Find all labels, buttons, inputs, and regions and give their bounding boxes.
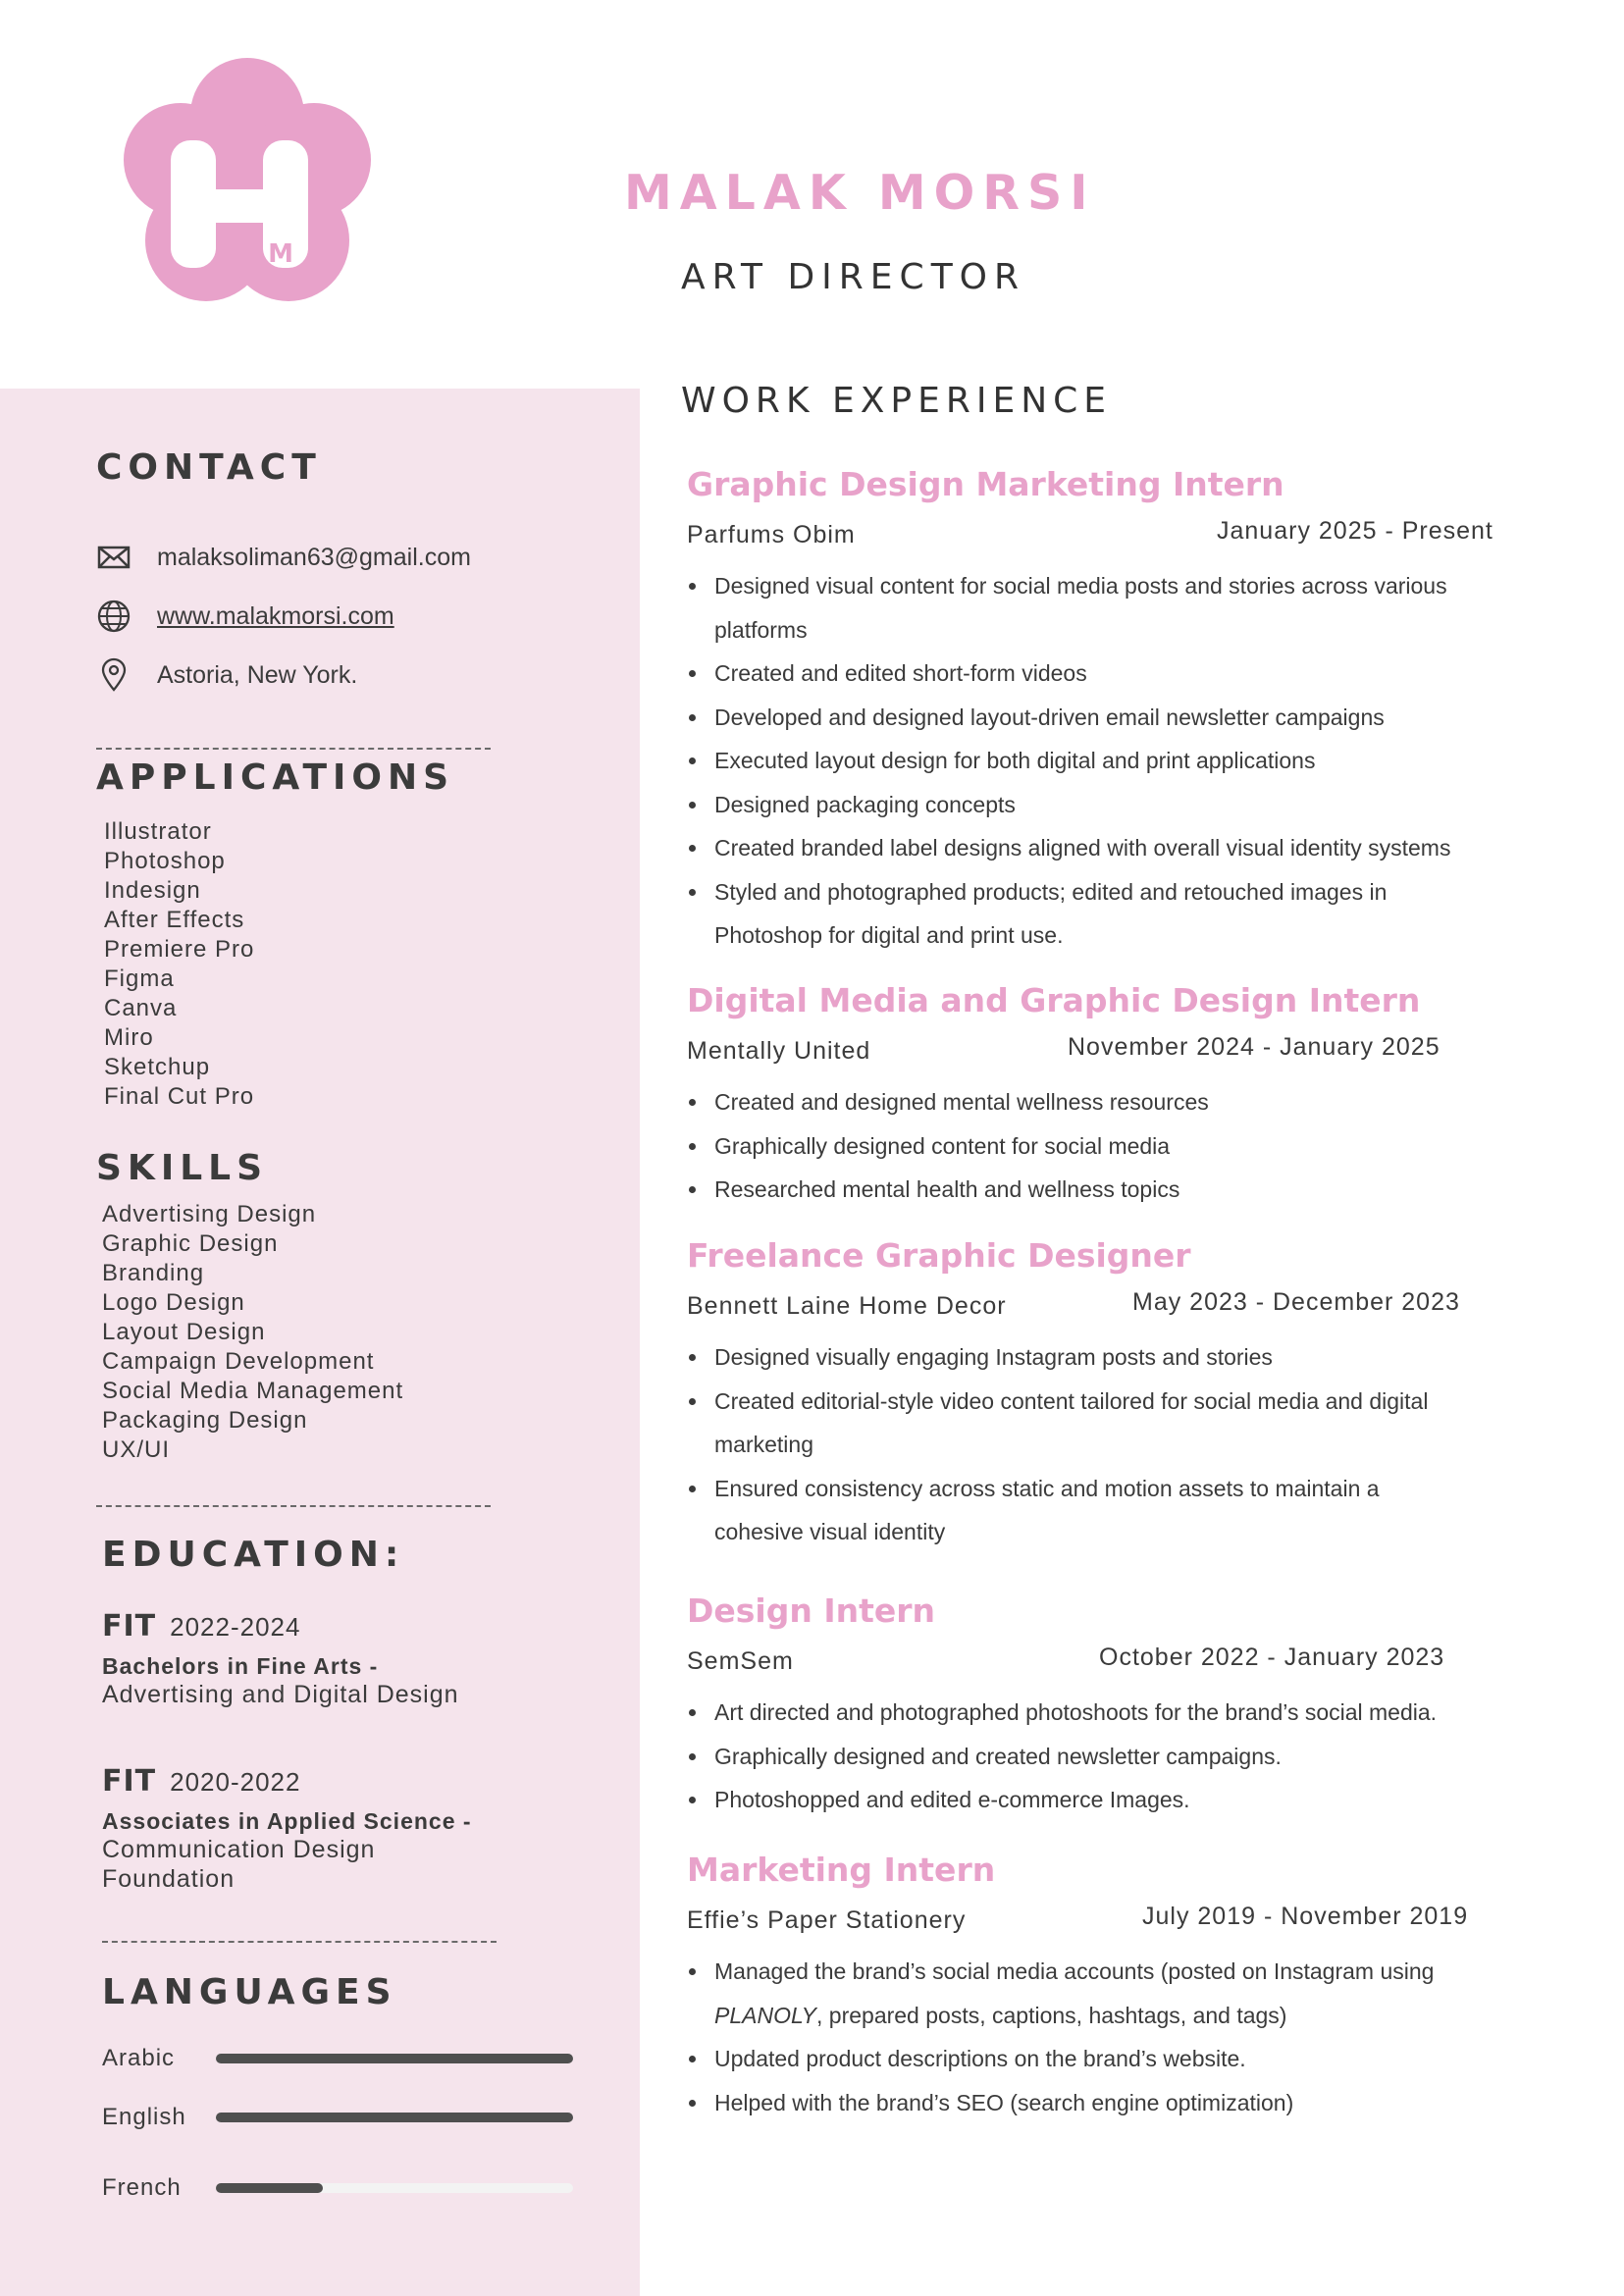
list-item: Designed packaging concepts [687,783,1570,827]
job-title: Digital Media and Graphic Design Intern [687,981,1421,1019]
list-item: Branding [102,1260,205,1286]
job-entry [687,1592,1570,1822]
list-item: Graphically designed content for social media [687,1124,1570,1169]
language-row [102,2174,573,2202]
degree: Bachelors in Fine Arts - [102,1653,379,1679]
list-item: Updated product descriptions on the brand’s website. [687,2037,1570,2081]
job-entry [687,981,1570,1212]
job-entry [687,1851,1570,2124]
job-dates: May 2023 - December 2023 [1132,1288,1460,1316]
job-dates: November 2024 - January 2025 [1068,1033,1441,1061]
language-level-bar [216,2183,323,2193]
language-name: Arabic [102,2045,176,2071]
job-dates: January 2025 - Present [1217,517,1493,545]
list-item: Managed the brand’s social media accounts (posted on Instagram using PLANOLY, prepared posts, captions, hashtags, and tags) [687,1950,1570,2037]
globe-icon [96,599,131,634]
job-title: Graphic Design Marketing Intern [687,465,1284,503]
list-item: Logo Design [102,1289,245,1316]
mail-icon [96,540,131,575]
applications-list [104,817,254,1112]
list-item: Premiere Pro [104,936,255,963]
list-item: Sketchup [104,1054,211,1080]
list-item: Graphically designed and created newsletter campaigns. [687,1735,1570,1779]
divider [96,1505,491,1507]
education-entry [102,1764,472,1894]
contact-heading: CONTACT [96,447,322,488]
company-name: SemSem [687,1647,794,1675]
list-item: Photoshopped and edited e-commerce Images. [687,1778,1570,1822]
language-name: English [102,2104,186,2130]
list-item: Created and designed mental wellness resources [687,1080,1570,1124]
website-link[interactable]: www.malakmorsi.com [157,601,394,630]
list-item: Created editorial-style video content tailored for social media and digital marketing [687,1380,1570,1467]
list-item: Figma [104,965,175,992]
contact-email[interactable] [96,540,471,575]
language-level-track [216,2054,573,2063]
location-text: Astoria, New York. [157,660,358,689]
list-item: Helped with the brand’s SEO (search engine optimization) [687,2081,1570,2125]
job-entry [687,465,1570,958]
contact-website[interactable] [96,599,394,634]
skills-heading: SKILLS [96,1148,269,1188]
list-item: Styled and photographed products; edited and retouched images in Photoshop for digital and print use. [687,870,1570,958]
job-title: Freelance Graphic Designer [687,1236,1191,1275]
list-item: UX/UI [102,1436,171,1463]
candidate-name: MALAK MORSI [624,165,1096,221]
job-title: Design Intern [687,1592,936,1630]
major-line: Advertising and Digital Design [102,1681,459,1708]
list-item: Layout Design [102,1319,266,1345]
logo-monogram-small: M [268,239,293,269]
work-experience-heading: WORK EXPERIENCE [681,381,1113,421]
job-entry [687,1236,1570,1554]
contact-location [96,657,357,693]
education-heading: EDUCATION: [102,1535,405,1575]
divider [96,748,491,750]
list-item: Photoshop [104,848,226,874]
list-item: Created branded label designs aligned with overall visual identity systems [687,826,1570,870]
company-name: Effie’s Paper Stationery [687,1906,967,1934]
job-title: ART DIRECTOR [681,257,1026,297]
divider [102,1941,497,1943]
major-line: Communication Design [102,1836,376,1863]
list-item: Designed visual content for social media posts and stories across various platforms [687,564,1570,652]
job-dates: October 2022 - January 2023 [1099,1644,1445,1671]
list-item: Social Media Management [102,1378,404,1404]
list-item: Indesign [104,877,201,904]
language-level-bar [216,2113,573,2122]
list-item: Final Cut Pro [104,1083,255,1110]
language-level-track [216,2183,573,2193]
skills-list [102,1200,403,1465]
education-years: 2020-2022 [170,1767,301,1797]
list-item: Graphic Design [102,1230,279,1257]
job-title: Marketing Intern [687,1851,996,1889]
list-item: After Effects [104,907,245,933]
language-row [102,2104,573,2131]
list-item: Designed visually engaging Instagram posts and stories [687,1335,1570,1380]
list-item: Campaign Development [102,1348,375,1375]
school-name: FIT [102,1609,157,1644]
language-name: French [102,2174,182,2201]
list-item: Created and edited short-form videos [687,652,1570,696]
list-item: Canva [104,995,178,1021]
list-item: Researched mental health and wellness topics [687,1168,1570,1212]
flower-monogram-logo [116,54,379,311]
company-name: Parfums Obim [687,521,856,548]
language-level-track [216,2113,573,2122]
list-item: Executed layout design for both digital and print applications [687,739,1570,783]
languages-heading: LANGUAGES [102,1972,397,2012]
education-years: 2022-2024 [170,1612,301,1642]
major-line: Foundation [102,1865,236,1893]
email-text: malaksoliman63@gmail.com [157,543,471,571]
degree: Associates in Applied Science - [102,1808,472,1834]
list-item: Ensured consistency across static and motion assets to maintain a cohesive visual identity [687,1467,1570,1554]
map-pin-icon [96,657,131,693]
applications-heading: APPLICATIONS [96,757,455,798]
language-row [102,2045,573,2072]
education-entry [102,1609,459,1709]
list-item: Miro [104,1024,154,1051]
job-dates: July 2019 - November 2019 [1142,1903,1469,1930]
list-item: Developed and designed layout-driven email newsletter campaigns [687,696,1570,740]
list-item: Art directed and photographed photoshoots for the brand’s social media. [687,1691,1570,1735]
language-level-bar [216,2054,573,2063]
list-item: Advertising Design [102,1201,317,1227]
company-name: Bennett Laine Home Decor [687,1292,1007,1320]
list-item: Packaging Design [102,1407,308,1434]
company-name: Mentally United [687,1037,871,1065]
school-name: FIT [102,1764,157,1799]
list-item: Illustrator [104,818,212,845]
